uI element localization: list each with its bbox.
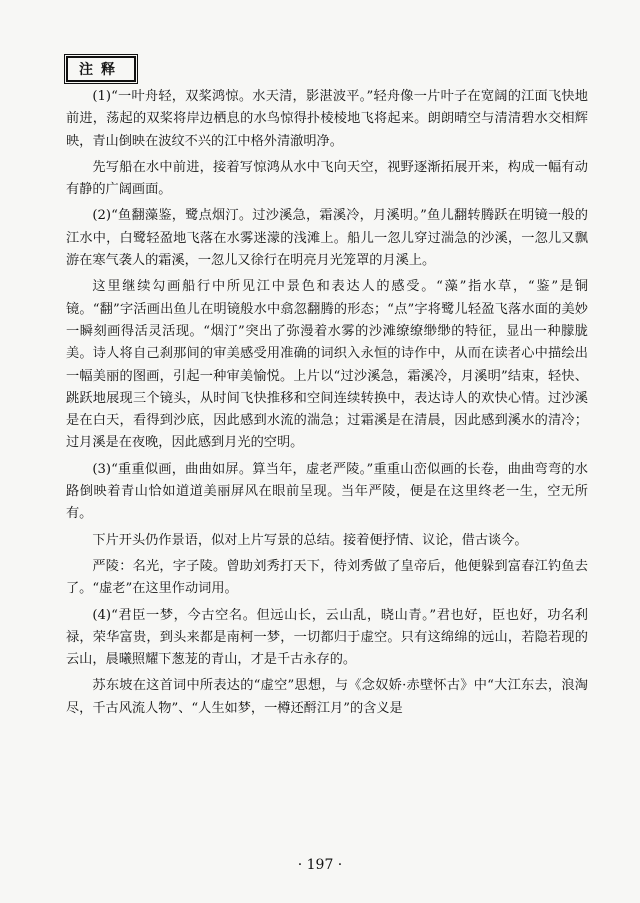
paragraph: 苏东坡在这首词中所表达的“虚空”思想，与《念奴娇·赤壁怀古》中“大江东去，浪淘尽，千古风流人物”、“人生如梦，一樽还酹江月”的含义是 [66, 678, 588, 716]
paragraph: 先写船在水中前进，接着写惊鸿从水中飞向天空，视野逐渐拓展开来，构成一幅有动有静的广阔画面。 [66, 159, 588, 198]
paragraph: 严陵：名光，字子陵。曾助刘秀打天下，待刘秀做了皇帝后，他便躲到富春江钓鱼去了。“虚老”在这里作动词用。 [66, 558, 588, 597]
paragraph: 这里继续勾画船行中所见江中景色和表达人的感受。“藻”指水草，“鉴”是铜镜。“翻”字活画出鱼儿在明镜般水中翕忽翻腾的形态；“点”字将鹭儿轻盈飞落水面的美妙一瞬刻画得活灵活现。“烟汀”突出了弥漫着水雾的沙滩缭缭缈缈的特征，显出一种朦胧美。诗人将自己刹那间的审美感受用准确的词织入永恒的诗作中，从而在读者心中描绘出一幅美丽的图画，引起一种审美愉悦。上片以“过沙溪急，霜溪冷，月溪明”结束，轻快、跳跃地展现三个镜头，从时间飞快推移和空间连续转换中，表达诗人的欢快心情。过沙溪是在白天，看得到沙底，因此感到水流的湍急；过霜溪是在清晨，因此感到溪水的清冷；过月溪是在夜晚，因此感到月光的空明。 [66, 279, 588, 451]
paragraph: (3)“重重似画，曲曲如屏。算当年，虚老严陵。”重重山峦似画的长卷，曲曲弯弯的水路倒映着青山恰如道道美丽屏风在眼前呈现。当年严陵，便是在这里终老一生，空无所有。 [66, 461, 588, 522]
paragraph: 下片开头仍作景语，似对上片写景的总结。接着便抒情、议论，借古谈今。 [92, 532, 528, 548]
paragraph: (2)“鱼翻藻鉴，鹭点烟汀。过沙溪急，霜溪冷，月溪明。”鱼儿翻转腾跃在明镜一般的江水中，白鹭轻盈地飞落在水雾迷濛的浅滩上。船儿一忽儿穿过湍急的沙溪，一忽儿又飘游在寒气袭人的霜溪，一忽儿又徐行在明亮月光笼罩的月溪上。 [66, 208, 588, 269]
section-header: 注释 [66, 56, 136, 82]
annotation-body [66, 86, 588, 724]
paragraph: (1)“一叶舟轻，双桨鸿惊。水天清，影湛波平。”轻舟像一片叶子在宽阔的江面飞快地前进，荡起的双桨将岸边栖息的水鸟惊得扑棱棱地飞将起来。朗朗晴空与清清碧水交相辉映，青山倒映在波纹不兴的江中格外清澈明净。 [66, 89, 588, 149]
page-number: · 197 · [297, 857, 343, 873]
paragraph: (4)“君臣一梦，今古空名。但远山长，云山乱，晓山青。”君也好，臣也好，功名利禄，荣华富贵，到头来都是南柯一梦，一切都归于虚空。只有这绵绵的远山，若隐若现的云山，晨曦照耀下葱茏的青山，才是千古永存的。 [66, 607, 588, 668]
